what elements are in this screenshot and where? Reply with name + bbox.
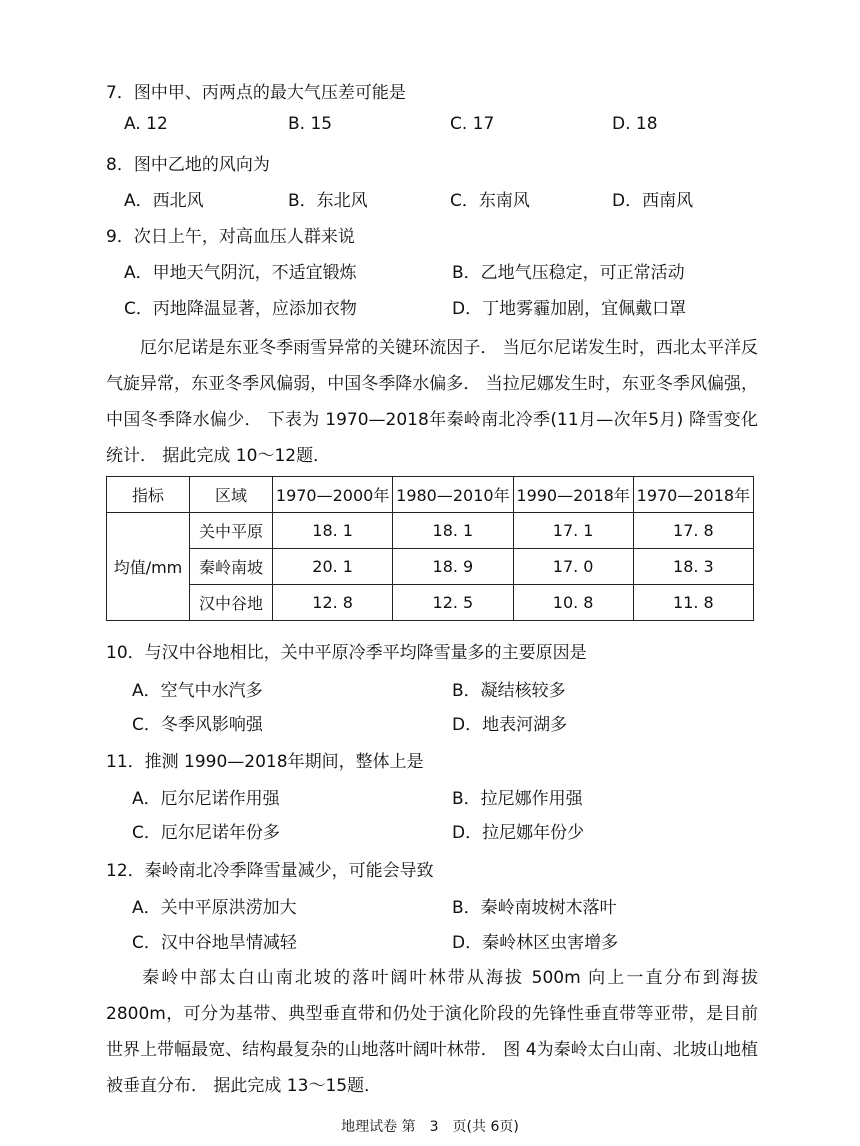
q11-option-a: A．厄尔尼诺作用强	[132, 789, 280, 809]
q10-option-d: D．地表河湖多	[452, 715, 568, 735]
value-cell: 11. 8	[633, 585, 753, 621]
passage-el-nino	[106, 330, 758, 474]
value-cell: 12. 5	[393, 585, 513, 621]
q10-option-b: B．凝结核较多	[452, 681, 566, 701]
table-header: 指标	[107, 477, 190, 513]
q12-option-c: C．汉中谷地旱情减轻	[132, 933, 297, 953]
snowfall-stats-table	[106, 476, 754, 621]
table-header-row	[107, 477, 754, 513]
question-8-stem: 8．图中乙地的风向为	[106, 155, 270, 175]
q7-option-b: B. 15	[288, 114, 333, 134]
question-7-stem: 7．图中甲、丙两点的最大气压差可能是	[106, 83, 406, 103]
value-cell: 20. 1	[273, 549, 393, 585]
q9-option-d: D．丁地雾霾加剧，宜佩戴口罩	[452, 299, 687, 319]
page-footer: 地理试卷 第 3 页(共 6页)	[341, 1119, 519, 1135]
question-11-stem: 11．推测 1990—2018年期间，整体上是	[106, 752, 424, 772]
question-12-stem: 12．秦岭南北冷季降雪量减少，可能会导致	[106, 861, 434, 881]
q9-option-c: C．丙地降温显著，应添加衣物	[124, 299, 357, 319]
question-9-stem: 9．次日上午，对高血压人群来说	[106, 227, 355, 247]
q9-option-a: A．甲地天气阴沉，不适宜锻炼	[124, 263, 357, 283]
value-cell: 18. 3	[633, 549, 753, 585]
q7-option-d: D. 18	[612, 114, 658, 134]
table-row	[107, 513, 754, 549]
q8-option-b: B．东北风	[288, 191, 368, 211]
q11-option-c: C．厄尔尼诺年份多	[132, 823, 280, 843]
q12-option-a: A．关中平原洪涝加大	[132, 898, 297, 918]
table-row	[107, 549, 754, 585]
region-cell: 汉中谷地	[190, 585, 273, 621]
region-cell: 关中平原	[190, 513, 273, 549]
q11-option-b: B．拉尼娜作用强	[452, 789, 583, 809]
q8-option-d: D．西南风	[612, 191, 694, 211]
value-cell: 12. 8	[273, 585, 393, 621]
table-header: 区域	[190, 477, 273, 513]
passage-qinling-text: 秦岭中部太白山南北坡的落叶阔叶林带从海拔 500m 向上一直分布到海拔2800m，可分为基带、典型垂直带和仍处于演化阶段的先锋性垂直带等亚带，是目前世界上带幅最宽、结构最复杂的山地落叶阔叶林带． 图 4为秦岭太白山南、北坡山地植被垂直分布． 据此完成 13～15题．	[106, 968, 758, 1096]
value-cell: 10. 8	[513, 585, 633, 621]
q7-option-c: C. 17	[450, 114, 495, 134]
table-header: 1970—2018年	[633, 477, 753, 513]
q8-option-a: A．西北风	[124, 191, 204, 211]
q11-option-d: D．拉尼娜年份少	[452, 823, 585, 843]
q12-option-b: B．秦岭南坡树木落叶	[452, 898, 617, 918]
table-header: 1980—2010年	[393, 477, 513, 513]
value-cell: 17. 8	[633, 513, 753, 549]
q7-option-a: A. 12	[124, 114, 168, 134]
region-cell: 秦岭南坡	[190, 549, 273, 585]
table-header: 1970—2000年	[273, 477, 393, 513]
table-row	[107, 585, 754, 621]
value-cell: 18. 1	[393, 513, 513, 549]
table-header: 1990—2018年	[513, 477, 633, 513]
question-10-stem: 10．与汉中谷地相比，关中平原冷季平均降雪量多的主要原因是	[106, 643, 587, 663]
q10-option-a: A．空气中水汽多	[132, 681, 263, 701]
passage-el-nino-text: 厄尔尼诺是东亚冬季雨雪异常的关键环流因子． 当厄尔尼诺发生时，西北太平洋反气旋异常，东亚冬季风偏弱，中国冬季降水偏多． 当拉尼娜发生时，东亚冬季风偏强，中国冬季降水偏少． 下表为 1970—2018年秦岭南北冷季(11月—次年5月) 降雪变化统计． 据此完成 10～12题．	[106, 338, 758, 466]
q9-option-b: B．乙地气压稳定，可正常活动	[452, 263, 685, 283]
indicator-cell: 均值/mm	[107, 513, 190, 621]
q8-option-c: C．东南风	[450, 191, 530, 211]
value-cell: 18. 9	[393, 549, 513, 585]
passage-qinling	[106, 960, 758, 1104]
value-cell: 17. 1	[513, 513, 633, 549]
value-cell: 17. 0	[513, 549, 633, 585]
q12-option-d: D．秦岭林区虫害增多	[452, 933, 619, 953]
value-cell: 18. 1	[273, 513, 393, 549]
q10-option-c: C．冬季风影响强	[132, 715, 263, 735]
